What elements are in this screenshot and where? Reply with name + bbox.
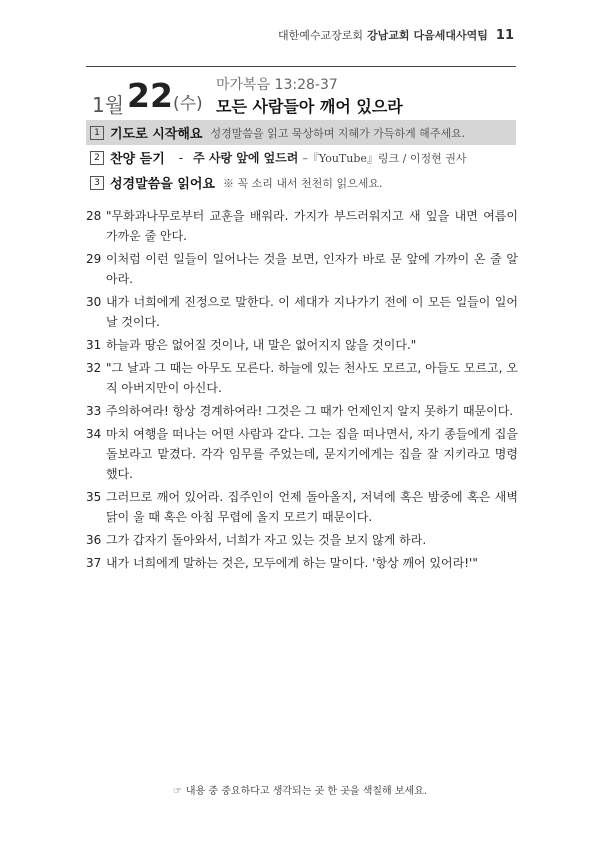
date-month: 1월 bbox=[92, 93, 125, 117]
verse-number: 34 bbox=[86, 427, 102, 441]
step-number-box: 3 bbox=[90, 176, 104, 190]
verse bbox=[86, 335, 518, 355]
verse bbox=[86, 206, 518, 246]
verse-text: 주의하여라! 항상 경계하여라! 그것은 그 때가 언제인지 알지 못하기 때문이다. bbox=[106, 404, 514, 418]
scripture-reference: 마가복음 13:28-37 bbox=[216, 77, 338, 93]
devotion-steps bbox=[86, 120, 516, 195]
verse-text: 그가 갑자기 돌아와서, 너희가 자고 있는 것을 보지 않게 하라. bbox=[106, 533, 427, 547]
step-prayer bbox=[86, 120, 516, 145]
verse-number: 31 bbox=[86, 338, 102, 352]
step-number-box: 1 bbox=[90, 126, 104, 140]
header-divider bbox=[86, 66, 516, 67]
verse-text: 이처럼 이런 일들이 일어나는 것을 보면, 인자가 바로 문 앞에 가까이 온 줄 알아라. bbox=[106, 252, 518, 286]
verse bbox=[86, 292, 518, 332]
date-day: 22 bbox=[127, 76, 173, 115]
song-title: 주 사랑 앞에 엎드려 bbox=[193, 151, 299, 165]
verse-text: 내가 너희에게 말하는 것은, 모두에게 하는 말이다. '항상 깨어 있어라!'" bbox=[106, 556, 478, 570]
footer-text: 내용 중 중요하다고 생각되는 곳 한 곳을 색칠해 보세요. bbox=[185, 786, 428, 797]
verse bbox=[86, 401, 518, 421]
step-description: 성경말씀을 읽고 묵상하며 지혜가 가득하게 해주세요. bbox=[210, 126, 466, 140]
verse-number: 33 bbox=[86, 404, 102, 418]
step-praise bbox=[86, 145, 516, 170]
step-label: 찬양 듣기 bbox=[110, 152, 165, 167]
verse bbox=[86, 358, 518, 398]
church-name: 강남교회 bbox=[367, 29, 410, 42]
verse bbox=[86, 424, 518, 484]
step-reading bbox=[86, 170, 516, 195]
verse bbox=[86, 553, 518, 573]
step-label: 기도로 시작해요 bbox=[110, 127, 203, 142]
verse-text: 내가 너희에게 진정으로 말한다. 이 세대가 지나가기 전에 이 모든 일들이 일어날 것이다. bbox=[106, 295, 518, 329]
denomination: 대한예수교장로회 bbox=[277, 29, 363, 42]
scripture-verses bbox=[86, 206, 518, 576]
verse-text: 마치 여행을 떠나는 어떤 사람과 같다. 그는 집을 떠나면서, 자기 종들에게 집을 돌보라고 맡겼다. 각각 임무를 주었는데, 문지기에게는 집을 잘 지키라고 명령했다. bbox=[106, 427, 518, 481]
verse-number: 32 bbox=[86, 361, 102, 375]
verse bbox=[86, 487, 518, 527]
verse-number: 36 bbox=[86, 533, 102, 547]
verse-text: 하늘과 땅은 없어질 것이나, 내 말은 없어지지 않을 것이다." bbox=[106, 338, 417, 352]
page-number: 11 bbox=[495, 28, 514, 43]
verse-number: 30 bbox=[86, 295, 102, 309]
step-number-box: 2 bbox=[90, 151, 104, 165]
verse-number: 29 bbox=[86, 252, 102, 266]
verse-text: "무화과나무로부터 교훈을 배워라. 가지가 부드러워지고 새 잎을 내면 여름이 가까운 줄 안다. bbox=[106, 209, 518, 243]
verse-number: 28 bbox=[86, 209, 102, 223]
verse bbox=[86, 249, 518, 289]
date-block bbox=[86, 74, 516, 118]
footer-instruction bbox=[0, 782, 600, 797]
verse-number: 37 bbox=[86, 556, 102, 570]
step-dash: - bbox=[178, 150, 184, 165]
verse-text: "그 날과 그 때는 아무도 모른다. 하늘에 있는 천사도 모르고, 아들도 모르고, 오직 아버지만이 아신다. bbox=[106, 361, 518, 395]
verse-number: 35 bbox=[86, 490, 102, 504]
page-header bbox=[278, 27, 514, 43]
verse-text: 그러므로 깨어 있어라. 집주인이 언제 돌아올지, 저녁에 혹은 밤중에 혹은 새벽 닭이 울 때 혹은 아침 무렵에 올지 모르기 때문이다. bbox=[106, 490, 518, 524]
step-label: 성경말씀을 읽어요 bbox=[110, 177, 215, 192]
youtube-link[interactable]: –『YouTube』링크 / 이정현 권사 bbox=[302, 151, 467, 165]
verse bbox=[86, 530, 518, 550]
step-description: ※ 꼭 소리 내서 천천히 읽으세요. bbox=[223, 176, 383, 190]
passage-title: 모든 사람들아 깨어 있으라 bbox=[216, 97, 403, 116]
pointing-hand-icon: ☞ bbox=[172, 786, 182, 797]
date-weekday: (수) bbox=[173, 94, 203, 114]
team-name: 다음세대사역팀 bbox=[413, 29, 488, 42]
